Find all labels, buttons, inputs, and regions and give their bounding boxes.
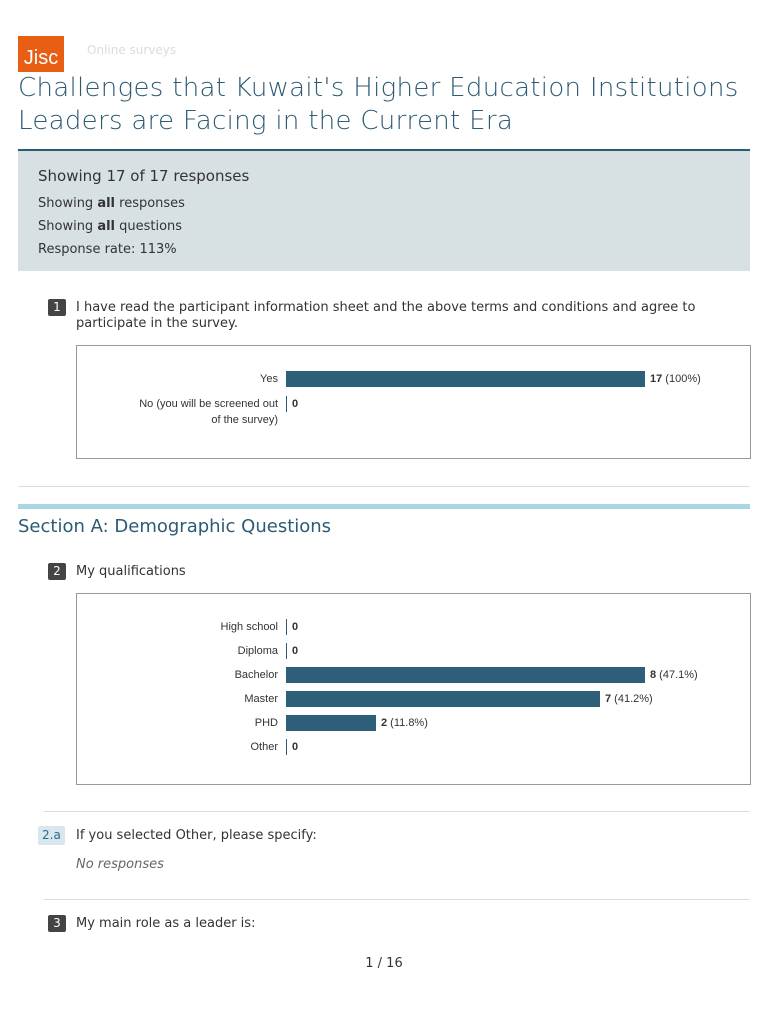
responses-suffix: responses (115, 196, 185, 211)
showing-questions (38, 215, 730, 238)
bar (286, 715, 376, 731)
bar-label: Yes (260, 373, 278, 385)
question-text-3: My main role as a leader is: (76, 916, 256, 931)
bar-label: Bachelor (234, 669, 278, 681)
showing-responses (38, 192, 730, 215)
question-text-2: My qualifications (76, 564, 186, 579)
question-number-2a: 2.a (38, 826, 65, 845)
no-responses: No responses (76, 857, 164, 872)
section-bar (18, 504, 750, 509)
bar-label: Other (250, 741, 278, 753)
questions-bold: all (97, 219, 115, 234)
bar-value: 7 (41.2%) (605, 693, 653, 705)
bar (286, 691, 600, 707)
chart-q1 (76, 345, 751, 459)
brand-label: Online surveys (87, 43, 177, 57)
section-title: Section A: Demographic Questions (18, 516, 332, 537)
bar-value: 8 (47.1%) (650, 669, 698, 681)
bar (286, 667, 645, 683)
response-rate: Response rate: 113% (38, 242, 177, 257)
zero-bar (286, 643, 287, 659)
bar-value: 0 (292, 621, 299, 633)
bar-label: PHD (254, 717, 278, 729)
responses-bold: all (97, 196, 115, 211)
bar-label: Diploma (237, 645, 278, 657)
zero-bar (286, 739, 287, 755)
questions-suffix: questions (115, 219, 183, 234)
bar-label: High school (220, 621, 278, 633)
divider (44, 899, 750, 900)
response-summary (18, 149, 750, 271)
survey-title: Challenges that Kuwait's Higher Education Institutions Leaders are Facing in the Current Era (18, 73, 739, 136)
bar-value: 0 (292, 645, 299, 657)
question-number-1: 1 (48, 299, 66, 316)
question-text-1: I have read the participant information sheet and the above terms and conditions and agree to participate in the survey. (76, 300, 696, 331)
page-indicator: 1 / 16 (365, 956, 403, 971)
question-number-3: 3 (48, 915, 66, 932)
bar-value: 17 (100%) (650, 373, 701, 385)
logo-text: Jisc (23, 47, 59, 69)
responses-prefix: Showing (38, 196, 98, 211)
divider (18, 486, 750, 487)
bar (286, 371, 645, 387)
bar-value: 0 (292, 741, 299, 753)
zero-bar (286, 619, 287, 635)
question-text-2a: If you selected Other, please specify: (76, 828, 317, 843)
bar-value: 0 (292, 398, 299, 410)
bar-value: 2 (11.8%) (381, 717, 428, 729)
divider (44, 811, 750, 812)
questions-prefix: Showing (38, 219, 98, 234)
zero-bar (286, 396, 287, 412)
showing-count: Showing 17 of 17 responses (38, 167, 250, 185)
bar-label: Master (244, 693, 278, 705)
question-number-2: 2 (48, 563, 66, 580)
jisc-logo (18, 36, 64, 72)
bar-label: No (you will be screened out of the survey) (139, 398, 278, 426)
chart-q2 (76, 593, 751, 785)
